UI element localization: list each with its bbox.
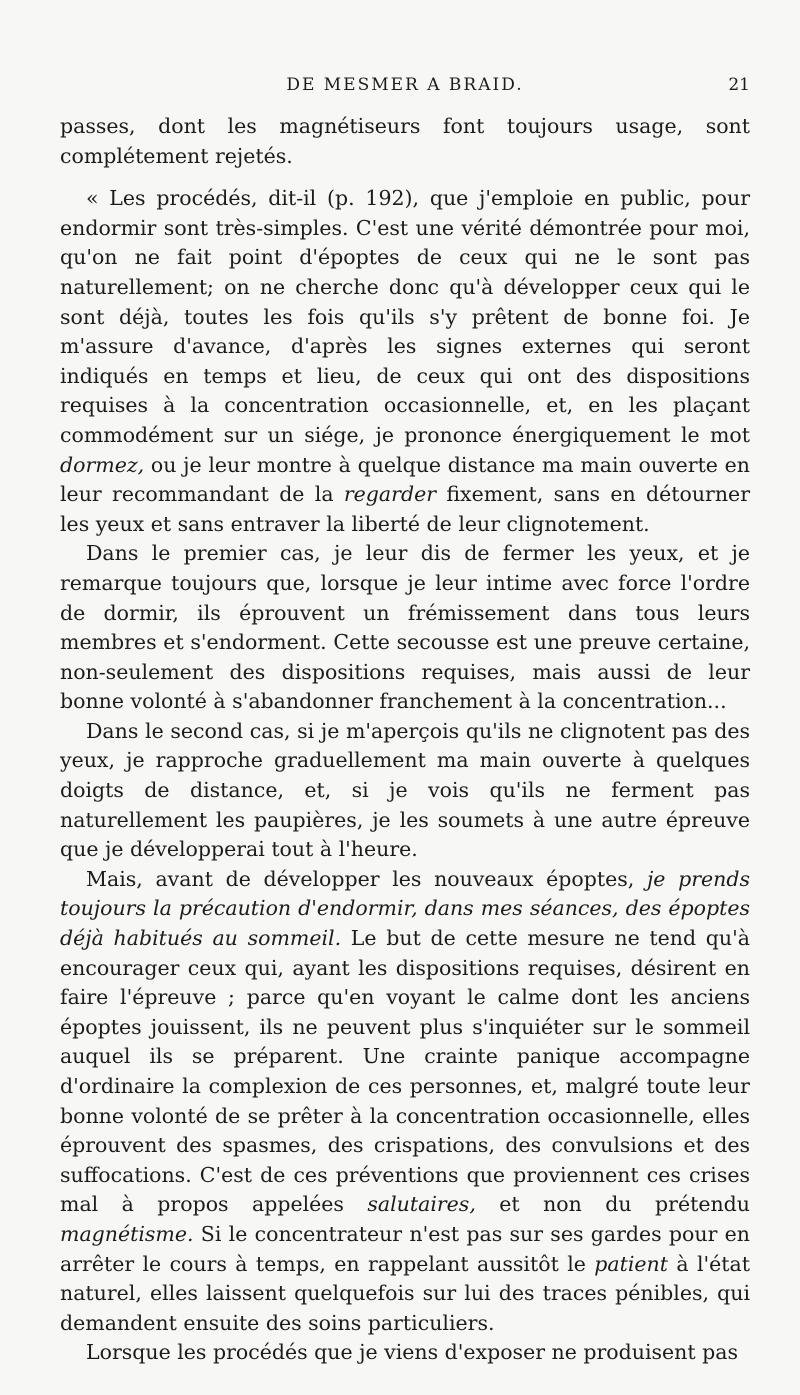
text-run: « Les procédés, dit-il (p. 192), que j'emploie en public, pour endormir sont très-simples. C'est une vérité démontrée pour moi, qu'on ne fait point d'époptes de ceux qui ne le sont pas naturellement; on ne cherche donc qu'à développer ceux qui le sont déjà, toutes les fois qu'ils s'y prêtent de bonne foi. Je m'assure d'avance, d'après les signes externes qui seront indiqués en temps et lieu, de ceux qui ont des dispositions requises à la concentration occasionnelle, et, en les plaçant commodément sur un siége, je prononce énergiquement le mot: [60, 186, 750, 447]
paragraph-continuation: [60, 112, 750, 171]
text-run: et non du prétendu: [475, 1192, 750, 1217]
italic-run: patient: [594, 1251, 668, 1276]
italic-run: dormez,: [60, 452, 145, 477]
paragraph: [60, 717, 750, 865]
text-run: Le but de cette mesure ne tend qu'à encourager ceux qui, ayant les dispositions requises, désirent en faire l'épreuve ; parce qu'en voyant le calme dont les anciens époptes jouissent, ils ne peuvent plus s'inquiéter sur le sommeil auquel ils se préparent. Une crainte panique accompagne d'ordinaire la complexion de ces personnes, et, malgré toute leur bonne volonté de se prêter à la concentration occasionnelle, elles éprouvent des spasmes, des crispations, des convulsions et des suffocations. C'est de ces préventions que proviennent ces crises mal à propos appelées: [60, 926, 750, 1217]
italic-run: regarder: [343, 482, 437, 507]
italic-run: magnétisme.: [60, 1221, 194, 1246]
paragraph: [60, 1338, 750, 1368]
book-page: [60, 0, 750, 1395]
body-text: [60, 112, 750, 1368]
running-title: DE MESMER A BRAID.: [286, 75, 524, 95]
text-run: passes, dont les magnétiseurs font toujours usage, sont complétement rejetés.: [60, 114, 750, 168]
paragraph: [60, 865, 750, 1339]
text-run: ou je leur montre à quelque distance ma main ouverte en leur recommandant de la: [60, 452, 750, 507]
text-run: Lorsque les procédés que je viens d'exposer ne produisent pas: [86, 1340, 738, 1365]
text-run: Dans le second cas, si je m'aperçois qu'ils ne clignotent pas des yeux, je rapproche graduellement ma main ouverte à quelques doigts de distance, et, si je vois qu'ils ne ferment pas naturellement les paupières, je les soumets à une autre épreuve que je développerai tout à l'heure.: [60, 718, 750, 862]
text-run: Dans le premier cas, je leur dis de fermer les yeux, et je remarque toujours que, lorsque je leur intime avec force l'ordre de dormir, ils éprouvent un frémissement dans tous leurs membres et s'endorment. Cette secousse est une preuve certaine, non-seulement des dispositions requises, mais aussi de leur bonne volonté à s'abandonner franchement à la concentration...: [60, 541, 750, 714]
text-run: à l'état naturel, elles laissent quelquefois sur lui des traces pénibles, qui demandent ensuite des soins particuliers.: [60, 1251, 750, 1335]
text-run: Si le concentrateur n'est pas sur ses gardes pour en arrêter le cours à temps, en rappelant aussitôt le: [60, 1221, 750, 1276]
running-head: [60, 75, 750, 99]
page-number: 21: [728, 75, 750, 95]
paragraph: [60, 539, 750, 717]
text-run: Mais, avant de développer les nouveaux époptes,: [86, 866, 647, 891]
italic-run: je prends toujours la précaution d'endormir, dans mes séances, des époptes déjà habitués au sommeil.: [60, 866, 750, 951]
text-run: fixement, sans en détourner les yeux et sans entraver la liberté de leur clignotement.: [60, 482, 750, 536]
paragraph-quote-start: [60, 184, 750, 539]
italic-run: salutaires,: [367, 1192, 476, 1217]
